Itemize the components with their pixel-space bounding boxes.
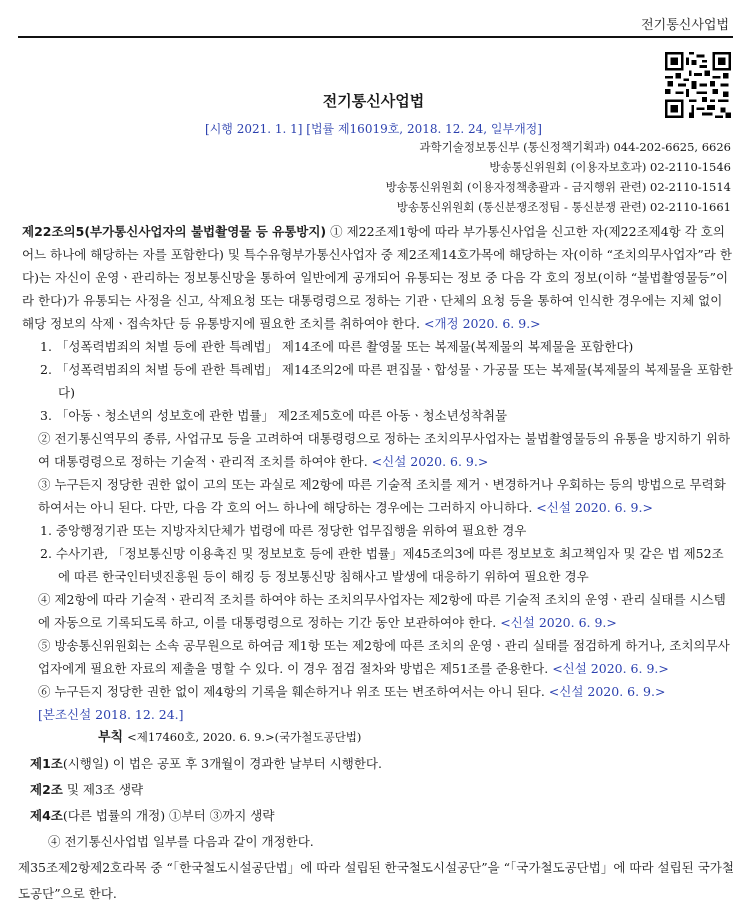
- list-item: 1. 「성폭력범죄의 처벌 등에 관한 특례법」 제14조에 따른 촬영물 또는 복제물(복제물의 복제물을 포함한다): [40, 339, 634, 354]
- header-divider: [18, 36, 733, 38]
- list-item: 1. 중앙행정기관 또는 지방자치단체가 법령에 따른 정당한 업무집행을 위하여 필요한 경우: [40, 523, 527, 538]
- supplementary-article-4: [22, 803, 734, 829]
- enforcement-info[interactable]: [시행 2021. 1. 1] [법률 제16019호, 2018. 12. 24, 일부개정]: [205, 122, 542, 136]
- article-label: 제1조: [30, 756, 63, 771]
- supplementary-article-2: [22, 777, 734, 803]
- amendment-link[interactable]: <신설 2020. 6. 9.>: [500, 615, 617, 630]
- list-item: 3. 「아동ㆍ청소년의 성보호에 관한 법률」 제2조제5호에 따른 아동ㆍ청소년성착취물: [40, 408, 508, 423]
- amendment-text: 제35조제2항제2호라목 중 “「한국철도시설공단법」에 따라 설립된 한국철도시설공단”을 “「국가철도공단법」에 따라 설립된 국가철도공단”으로 한다.: [18, 860, 734, 901]
- paragraph-5: [22, 634, 734, 680]
- origin-note[interactable]: [본조신설 2018. 12. 24.]: [38, 707, 184, 722]
- supplementary-provisions: [18, 724, 734, 907]
- amendment-link[interactable]: <신설 2020. 6. 9.>: [552, 661, 669, 676]
- contact-line: 방송통신위원회 (통신분쟁조정팀 - 통신분쟁 관련) 02-2110-1661: [396, 200, 731, 214]
- amendment-link[interactable]: <신설 2020. 6. 9.>: [371, 454, 489, 469]
- paragraph-2: [22, 427, 734, 473]
- article-title: 제22조의5(부가통신사업자의 불법촬영물 등 유통방지): [22, 224, 327, 239]
- amendment-link[interactable]: <신설 2020. 6. 9.>: [536, 500, 653, 515]
- article-label: 제4조: [30, 808, 63, 823]
- law-name-header: 전기통신사업법: [641, 18, 729, 33]
- amendment-link[interactable]: <신설 2020. 6. 9.>: [548, 684, 666, 699]
- article-text: (시행일) 이 법은 공포 후 3개월이 경과한 날부터 시행한다.: [62, 756, 382, 771]
- supplementary-title: 부칙: [98, 730, 124, 745]
- supplementary-article-1: [22, 751, 734, 777]
- supplementary-heading: [22, 724, 734, 751]
- article-label: 제2조: [30, 782, 63, 797]
- paragraph-text: ⑥ 누구든지 정당한 권한 없이 제4항의 기록을 훼손하거나 위조 또는 변조하여서는 아니 된다.: [38, 684, 549, 699]
- paragraph-text: ① 제22조제1항에 따라 부가통신사업을 신고한 자(제22조제4항 각 호의 어느 하나에 해당하는 자를 포함한다) 및 특수유형부가통신사업자 중 제2조제14호가목에 해당하는 자(이하 “조치의무사업자”라 한다)는 자신이 운영ㆍ관리하는 정보통신망을 통하여 일반에게 공개되어 유통되는 정보 중 다음 각 호의 정보(이하 “불법촬영물등”이라 한다)가 유통되는 사정을 신고, 삭제요청 또는 대통령령으로 정하는 기관ㆍ단체의 요청 등을 통하여 인식한 경우에는 지체 없이 해당 정보의 삭제ㆍ접속차단 등 유통방지에 필요한 조치를 취하여야 한다.: [22, 224, 732, 331]
- article-text: 및 제3조 생략: [62, 782, 144, 797]
- list-item: 2. 「성폭력범죄의 처벌 등에 관한 특례법」 제14조의2에 따른 편집물ㆍ합성물ㆍ가공물 또는 복제물(복제물의 복제물을 포함한다): [40, 362, 733, 400]
- article-text: (다른 법률의 개정) ①부터 ③까지 생략: [62, 808, 275, 823]
- paragraph-4: [22, 588, 734, 634]
- paragraph-text: ③ 누구든지 정당한 권한 없이 고의 또는 과실로 제2항에 따른 기술적 조치를 제거ㆍ변경하거나 우회하는 등의 방법으로 무력화하여서는 아니 된다. 다만, 다음 각 호의 어느 하나에 해당하는 경우에는 그러하지 아니하다.: [38, 477, 726, 515]
- document-title: 전기통신사업법: [322, 92, 425, 110]
- supplementary-paragraph: ④ 전기통신사업법 일부를 다음과 같이 개정한다.: [48, 834, 314, 849]
- paragraph-text: ② 전기통신역무의 종류, 사업규모 등을 고려하여 대통령령으로 정하는 조치의무사업자는 불법촬영물등의 유통을 방지하기 위하여 대통령령으로 정하는 기술적ㆍ관리적 조치를 하여야 한다.: [38, 431, 731, 469]
- contact-line: 과학기술정보통신부 (통신정책기획과) 044-202-6625, 6626: [419, 140, 731, 154]
- supplementary-note: <제17460호, 2020. 6. 9.>(국가철도공단법): [127, 730, 362, 744]
- amendment-link[interactable]: <개정 2020. 6. 9.>: [424, 316, 541, 331]
- contact-line: 방송통신위원회 (이용자정책총괄과 - 금지행위 관련) 02-2110-1514: [385, 180, 731, 194]
- contact-list: [386, 137, 731, 217]
- article-body: [22, 220, 734, 726]
- paragraph-text: ④ 제2항에 따라 기술적ㆍ관리적 조치를 하여야 하는 조치의무사업자는 제2항에 따른 기술적 조치의 운영ㆍ관리 실태를 시스템에 자동으로 기록되도록 하고, 이를 대통령령으로 정하는 기간 동안 보관하여야 한다.: [38, 592, 726, 630]
- contact-line: 방송통신위원회 (이용자보호과) 02-2110-1546: [489, 160, 731, 174]
- paragraph-text: ⑤ 방송통신위원회는 소속 공무원으로 하여금 제1항 또는 제2항에 따른 조치의 운영ㆍ관리 실태를 점검하게 하거나, 조치의무사업자에게 필요한 자료의 제출을 명할 수 있다. 이 경우 점검 절차와 방법은 제51조를 준용한다.: [38, 638, 730, 676]
- list-item: 2. 수사기관, 「정보통신망 이용촉진 및 정보보호 등에 관한 법률」제45조의3에 따른 정보보호 최고책임자 및 같은 법 제52조에 따른 한국인터넷진흥원 등이 해킹 등 정보통신망 침해사고 발생에 대응하기 위하여 필요한 경우: [40, 546, 724, 584]
- paragraph-1: [22, 220, 734, 335]
- paragraph-3: [22, 473, 734, 519]
- paragraph-6: [22, 680, 734, 703]
